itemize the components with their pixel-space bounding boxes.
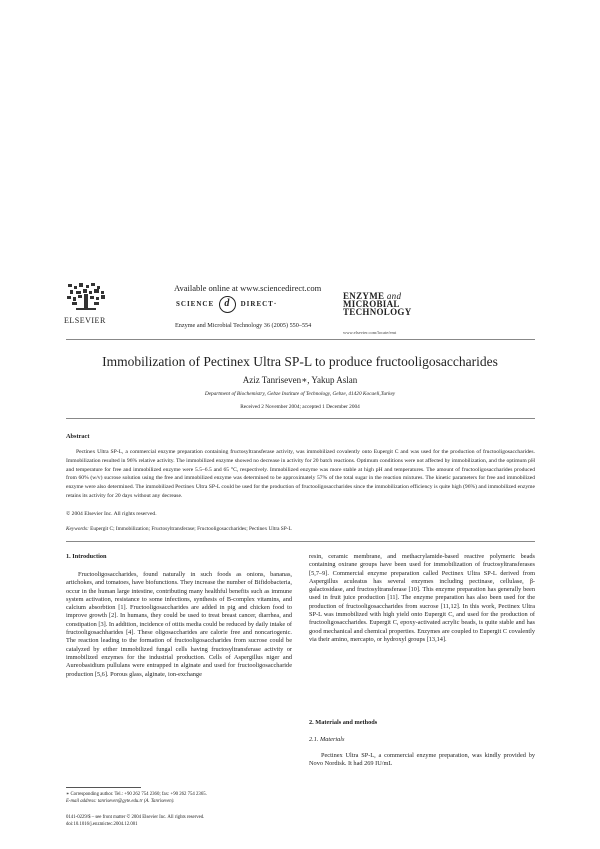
footnote-email: E-mail address: tanriseven@gyte.edu.tr (A. Tanriseven). [66, 799, 175, 804]
abstract-heading: Abstract [66, 433, 90, 440]
journal-logo-line3: TECHNOLOGY [343, 307, 412, 317]
elsevier-tree-logo-icon [66, 282, 106, 312]
sciencedirect-mark-icon: d [219, 296, 236, 313]
journal-logo [343, 292, 412, 316]
keywords-list: Eupergit C; Immobilization; Fructosyltransferase; Fructooligosaccharides; Pectinex Ultra SP-L [90, 526, 292, 532]
intro-right-column [309, 553, 535, 644]
received-dates: Received 2 November 2004; accepted 1 December 2004 [240, 404, 360, 410]
materials-subheading: 2.1. Materials [309, 736, 345, 743]
intro-heading: 1. Introduction [66, 553, 107, 560]
intro-paragraph-2: resin, ceramic membrane, and methacrylamide-based reactive polymeric beads containing oxirane groups have been used for immobilization of fructosyltransferases [5,7–9]. Commercial enzyme preparation called Pectinex Ultra SP-L derived from Aspergillus aculeatus has several enzymes including pectinase, cellulase, β-galactosidase, and fructosyltransferase [10]. This enzyme preparation has generally been used in fruit juice production [11]. The enzyme preparation has also been used for the production of fructooligosaccharides from sucrose [11,12]. In this work, Pectinex Ultra SP-L was immobilized with high yield onto Eupergit C, and used for the production of fructooligosaccharides. Eupergit C, epoxy-activated acrylic beads, is quite stable and has good mechanical and chemical properties. Enzymes are coupled to Eupergit C covalently via their amino, mercapto, or hydroxyl groups [13,14]. [309, 553, 535, 643]
publisher-name: ELSEVIER [64, 316, 106, 325]
abstract-copyright: © 2004 Elsevier Inc. All rights reserved. [66, 511, 157, 517]
footnote-divider [66, 787, 141, 788]
article-title: Immobilization of Pectinex Ultra SP-L to produce fructooligosaccharides [102, 354, 498, 369]
intro-left-column [66, 571, 292, 679]
footnote-doi: doi:10.1016/j.enzmictec.2004.12.001 [66, 822, 138, 827]
sciencedirect-left: SCIENCE [176, 300, 215, 309]
header-divider [66, 339, 535, 340]
sciencedirect-logo [176, 296, 277, 313]
available-online-text: Available online at www.sciencedirect.com [174, 283, 322, 293]
footnote-issn: 0141-0229/$ – see front matter © 2004 Elsevier Inc. All rights reserved. [66, 815, 205, 820]
journal-logo-and: and [386, 291, 402, 301]
article-authors: Aziz Tanriseven∗, Yakup Aslan [242, 375, 358, 385]
journal-logo-line2: MICROBIAL [343, 299, 400, 309]
journal-reference: Enzyme and Microbial Technology 36 (2005) 550–554 [175, 322, 312, 329]
sciencedirect-right: DIRECT· [240, 300, 278, 309]
abstract-divider [66, 418, 535, 419]
author-affiliation: Department of Biochemistry, Gebze Institute of Technology, Gebze, 41420 Kocaeli,Turkey [204, 391, 396, 397]
keywords-label: Keywords: [66, 526, 89, 532]
methods-heading: 2. Materials and methods [309, 719, 378, 726]
abstract-text: Pectinex Ultra SP-L, a commercial enzyme preparation containing fructosyltransferase activity, was immobilized covalently onto Eupergit C and was used for the production of fructooligosaccharides. Immobilization resulted in 96% relative activity. The immobilized enzyme showed no decrease in activity for 20 batch reactions. Optimum conditions were not affected by immobilization, and the optimum pH and temperature for free and immobilized enzyme were 5.5–6.5 and 65 °C, respectively. Immobilized enzyme was more stable at high pH and temperatures. The amount of fructooligosaccharides produced from 60% (w/v) sucrose solution using the free and immobilized enzyme was determined to be approximately 57% of the total sugar in the reaction mixtures. The kinetic parameters for free and immobilized enzyme were also determined. The immobilized Pectinex Ultra SP-L could be used for the production of fructooligosaccharides since the immobilization efficiency is quite high (96%) and immobilized enzyme retains its activity for 20 days without any decrease. [66, 449, 535, 499]
intro-paragraph-1: Fructooligosaccharides, found naturally in such foods as onions, bananas, artichokes, and tomatoes, have biofunctions. They increase the number of Bifidobacteria, occur in the human large intestine, contributing many healthful benefits such as immune system activation, resistance to some infections, synthesis of B-complex vitamins, and calcium absorbtion [1]. Fructooligosaccharides are added in pig and chicken food to improve growth [2]. In humans, they could be used to treat breast cancer, diarrhea, and constipation [3]. In addition, incidence of otitis media could be reduced by daily intake of fructooligosachharides [4]. These oligosaccharides are calorie free and noncariogenic. The reaction leading to the formation of fructooligosaccharides from sucrose could be catalyzed by either immobilized fungal cells having fructosyltransferase activity or immobilized enzymes for the industrial production. Cells of Aspergillus niger and Aureobasidium pullulans were entrapped in alginate and used for fructooligosaccharide production [5,6]. Porous glass, alginate, ion-exchange [66, 571, 292, 678]
methods-column [309, 752, 535, 769]
keywords [66, 526, 535, 532]
footnote-corresponding: ∗ Corresponding author. Tel.: +90 262 754 2360; fax: +90 262 754 2365. [66, 792, 207, 797]
journal-url: www.elsevier.com/locate/emt [343, 330, 397, 335]
journal-logo-line1: ENZYME [343, 291, 385, 301]
materials-paragraph: Pectinex Ultra SP-L, a commercial enzyme preparation, was kindly provided by Novo Nordisk. It had 269 IU/mL [309, 752, 535, 768]
keywords-divider [66, 541, 535, 542]
